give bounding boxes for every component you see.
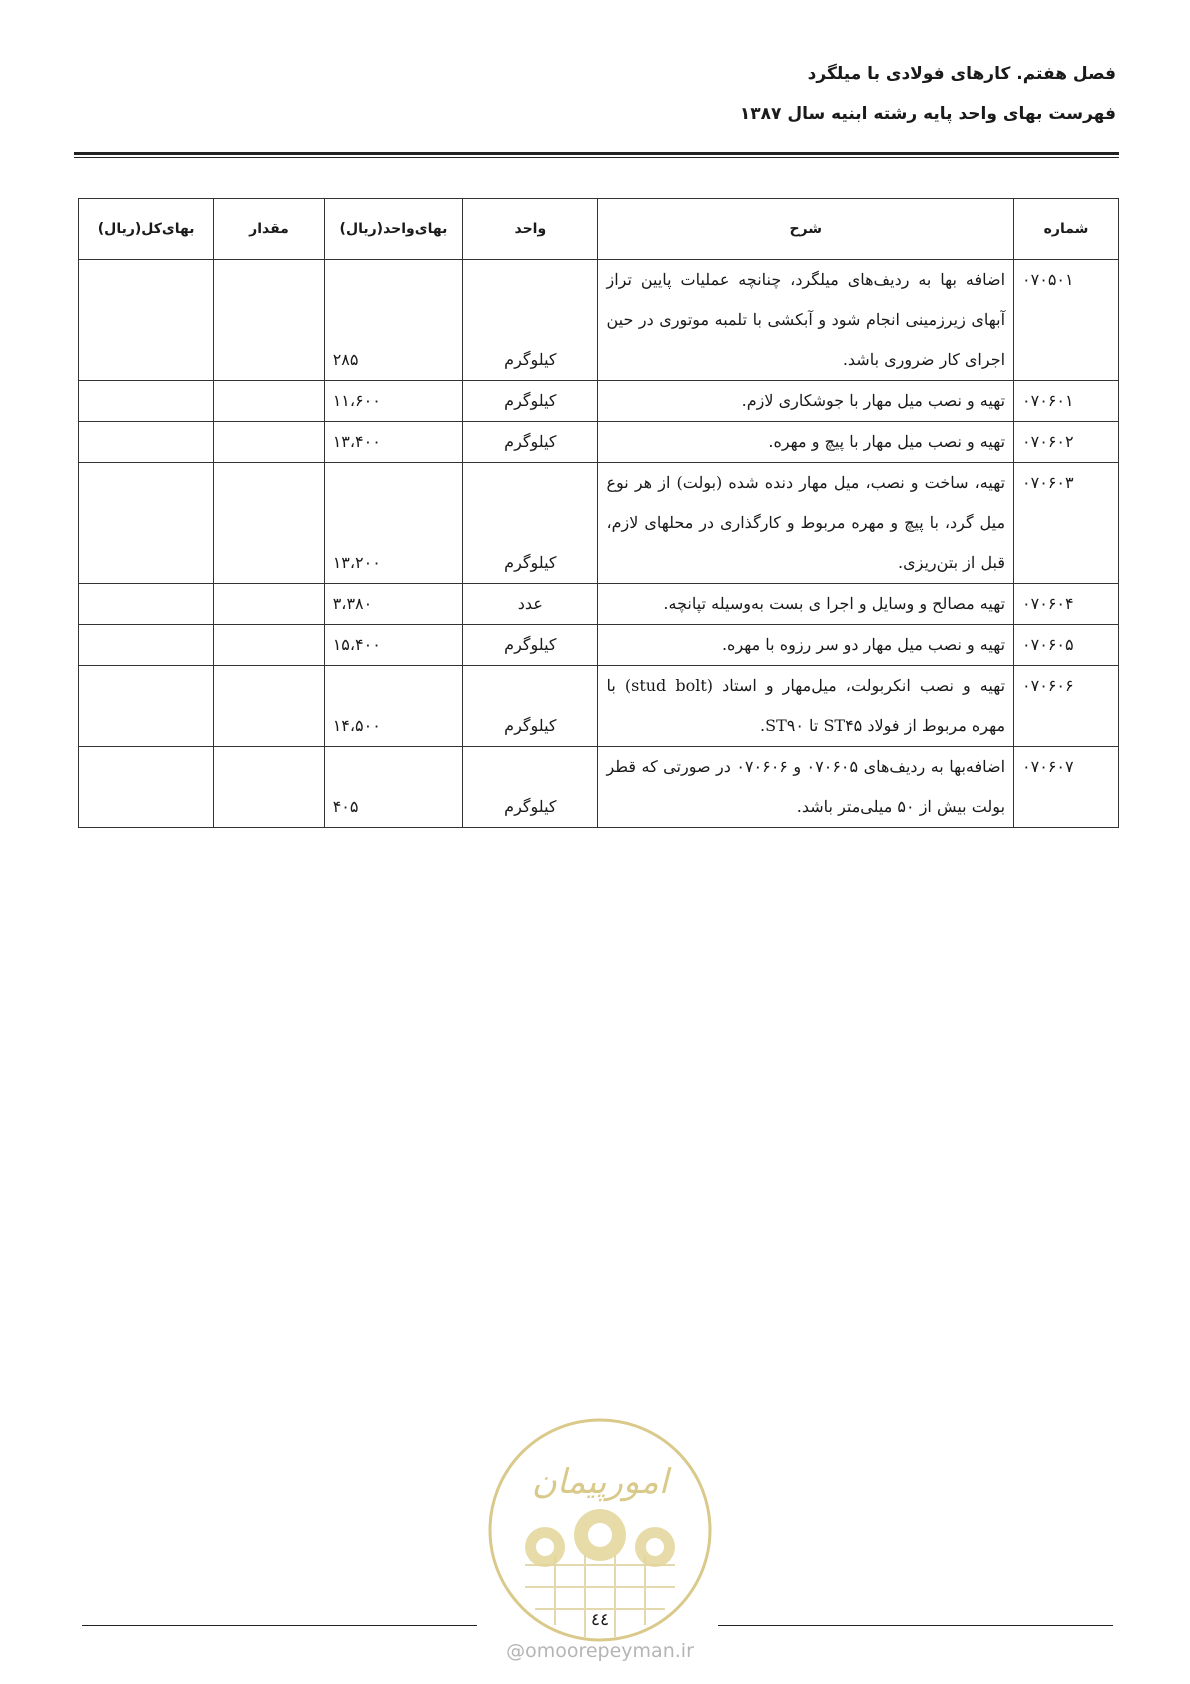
- item-quantity: [214, 584, 324, 625]
- watermark-url: @omoorepeyman.ir: [506, 1640, 694, 1662]
- item-description: تهیه مصالح و وسایل و اجرا ی بست به‌وسیله تپانچه.: [598, 584, 1014, 625]
- item-description: تهیه و نصب میل مهار با پیچ و مهره.: [598, 422, 1014, 463]
- footer-rule-right: [718, 1625, 1113, 1626]
- item-unit: عدد: [463, 584, 598, 625]
- table-row: [79, 747, 1119, 828]
- item-unit: کیلوگرم: [463, 666, 598, 747]
- document-subtitle: فهرست بهای واحد پایه رشته ابنیه سال ۱۳۸۷: [739, 104, 1116, 124]
- item-quantity: [214, 260, 324, 381]
- item-unit-price: ۳،۳۸۰: [324, 584, 463, 625]
- item-description: تهیه و نصب میل مهار دو سر رزوه با مهره.: [598, 625, 1014, 666]
- item-unit-price: ۱۳،۴۰۰: [324, 422, 463, 463]
- item-quantity: [214, 381, 324, 422]
- item-description: اضافه‌بها به ردیف‌های ۰۷۰۶۰۵ و ۰۷۰۶۰۶ در صورتی که قطر بولت بیش از ۵۰ میلی‌متر باشد.: [598, 747, 1014, 828]
- item-total: [79, 463, 214, 584]
- table-row: [79, 463, 1119, 584]
- item-description: تهیه، ساخت و نصب، میل مهار دنده شده (بولت) از هر نوع میل گرد، با پیچ و مهره مربوط و کارگذاری در محلهای لازم، قبل از بتن‌ریزی.: [598, 463, 1014, 584]
- page-header: [74, 62, 1116, 126]
- item-unit: کیلوگرم: [463, 381, 598, 422]
- item-total: [79, 260, 214, 381]
- table-row: [79, 381, 1119, 422]
- table-header-row: [79, 199, 1119, 260]
- item-description: اضافه بها به ردیف‌های میلگرد، چنانچه عملیات پایین تراز آبهای زیرزمینی انجام شود و آبکشی با تلمبه موتوری در حین اجرای کار ضروری باشد.: [598, 260, 1014, 381]
- item-code: ۰۷۰۶۰۲: [1014, 422, 1119, 463]
- header-description: شرح: [598, 199, 1014, 260]
- page-number: ٤٤: [590, 1610, 610, 1630]
- table-row: [79, 260, 1119, 381]
- item-code: ۰۷۰۶۰۷: [1014, 747, 1119, 828]
- item-code: ۰۷۰۶۰۴: [1014, 584, 1119, 625]
- item-total: [79, 584, 214, 625]
- header-total-price: بهای‌کل(ریال): [79, 199, 214, 260]
- table-row: [79, 625, 1119, 666]
- item-quantity: [214, 463, 324, 584]
- item-unit-price: ۱۴،۵۰۰: [324, 666, 463, 747]
- chapter-title: فصل هفتم. کارهای فولادی با میلگرد: [807, 64, 1116, 84]
- header-rule-thin: [74, 157, 1119, 158]
- item-unit: کیلوگرم: [463, 747, 598, 828]
- header-quantity: مقدار: [214, 199, 324, 260]
- item-unit: کیلوگرم: [463, 260, 598, 381]
- header-unit: واحد: [463, 199, 598, 260]
- item-unit: کیلوگرم: [463, 422, 598, 463]
- item-quantity: [214, 625, 324, 666]
- item-unit-price: ۱۱،۶۰۰: [324, 381, 463, 422]
- item-total: [79, 747, 214, 828]
- footer-rule-left: [82, 1625, 477, 1626]
- item-total: [79, 666, 214, 747]
- item-total: [79, 422, 214, 463]
- item-unit-price: ۴۰۵: [324, 747, 463, 828]
- item-code: ۰۷۰۶۰۵: [1014, 625, 1119, 666]
- item-description: تهیه و نصب انکربولت، میل‌مهار و استاد (stud bolt) با مهره مربوط از فولاد ST۴۵ تا ST۹۰.: [598, 666, 1014, 747]
- item-unit-price: ۱۳،۲۰۰: [324, 463, 463, 584]
- item-unit-price: ۱۵،۴۰۰: [324, 625, 463, 666]
- table-row: [79, 666, 1119, 747]
- item-code: ۰۷۰۶۰۱: [1014, 381, 1119, 422]
- item-quantity: [214, 666, 324, 747]
- item-quantity: [214, 422, 324, 463]
- item-total: [79, 381, 214, 422]
- seal-logo-text: امورپیمان: [531, 1462, 669, 1502]
- item-code: ۰۷۰۶۰۳: [1014, 463, 1119, 584]
- item-code: ۰۷۰۵۰۱: [1014, 260, 1119, 381]
- header-rule-thick: [74, 152, 1119, 155]
- item-unit-price: ۲۸۵: [324, 260, 463, 381]
- item-code: ۰۷۰۶۰۶: [1014, 666, 1119, 747]
- item-description: تهیه و نصب میل مهار با جوشکاری لازم.: [598, 381, 1014, 422]
- table-row: [79, 422, 1119, 463]
- item-quantity: [214, 747, 324, 828]
- price-table: [78, 198, 1119, 828]
- item-unit: کیلوگرم: [463, 463, 598, 584]
- header-code: شماره: [1014, 199, 1119, 260]
- table-row: [79, 584, 1119, 625]
- item-total: [79, 625, 214, 666]
- header-unit-price: بهای‌واحد(ریال): [324, 199, 463, 260]
- item-unit: کیلوگرم: [463, 625, 598, 666]
